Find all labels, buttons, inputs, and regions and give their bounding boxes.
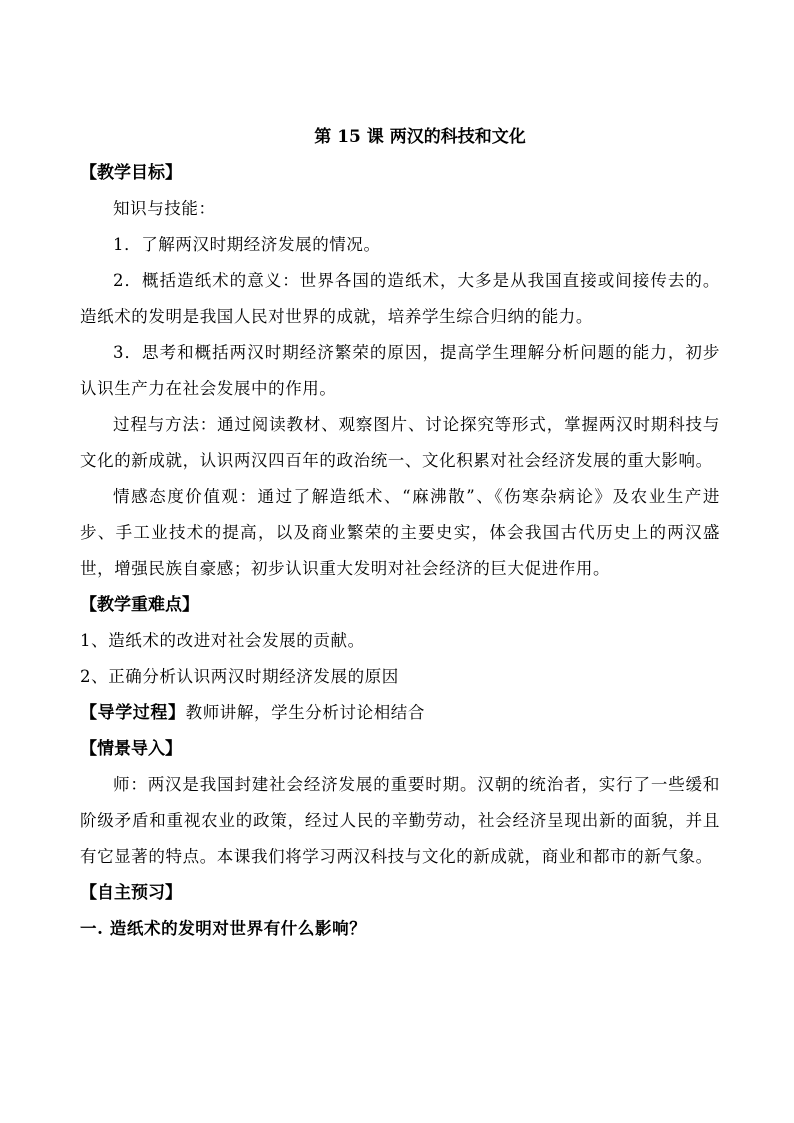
guide-process-line <box>80 695 720 731</box>
scene-intro-heading: 【情景导入】 <box>80 739 182 759</box>
process-method-paragraph: 过程与方法：通过阅读教材、观察图片、讨论探究等形式，掌握两汉时期科技与文化的新成就，认识两汉四百年的政治统一、文化积累对社会经济发展的重大影响。 <box>80 415 720 470</box>
scene-intro-paragraph: 师：两汉是我国封建社会经济发展的重要时期。汉朝的统治者，实行了一些缓和阶级矛盾和重视农业的政策，经过人民的辛勤劳动，社会经济呈现出新的面貌，并且有它显著的特点。本课我们将学习两汉科技与文化的新成就，商业和都市的新气象。 <box>80 775 720 866</box>
goal-item-2: 2．概括造纸术的意义：世界各国的造纸术，大多是从我国直接或间接传去的。造纸术的发明是我国人民对世界的成就，培养学生综合归纳的能力。 <box>80 271 720 326</box>
guide-process-text: 教师讲解，学生分析讨论相结合 <box>185 703 426 722</box>
document-body <box>80 119 720 947</box>
teaching-goals-heading: 【教学目标】 <box>80 163 182 183</box>
goal-item-3: 3．思考和概括两汉时期经济繁荣的原因，提高学生理解分析问题的能力，初步认识生产力在社会发展中的作用。 <box>80 343 720 398</box>
knowledge-skills-label: 知识与技能： <box>113 199 216 218</box>
self-preview-heading: 【自主预习】 <box>80 883 182 903</box>
key-point-item-2: 2、正确分析认识两汉时期经济发展的原因 <box>80 667 399 686</box>
guide-process-heading: 【导学过程】 <box>80 703 186 723</box>
key-point-item-1: 1、造纸术的改进对社会发展的贡献。 <box>80 631 365 650</box>
emotion-attitude-paragraph: 情感态度价值观：通过了解造纸术、“麻沸散”、《伤寒杂病论》及农业生产进步、手工业技术的提高，以及商业繁荣的主要史实，体会我国古代历史上的两汉盛世，增强民族自豪感；初步认识重大发明对社会经济的巨大促进作用。 <box>80 487 720 578</box>
goal-item-1: 1．了解两汉时期经济发展的情况。 <box>113 235 381 254</box>
key-points-heading: 【教学重难点】 <box>80 595 199 615</box>
page-title: 第 15 课 两汉的科技和文化 <box>314 127 526 147</box>
preview-question-1: 一. 造纸术的发明对世界有什么影响？ <box>80 919 367 938</box>
